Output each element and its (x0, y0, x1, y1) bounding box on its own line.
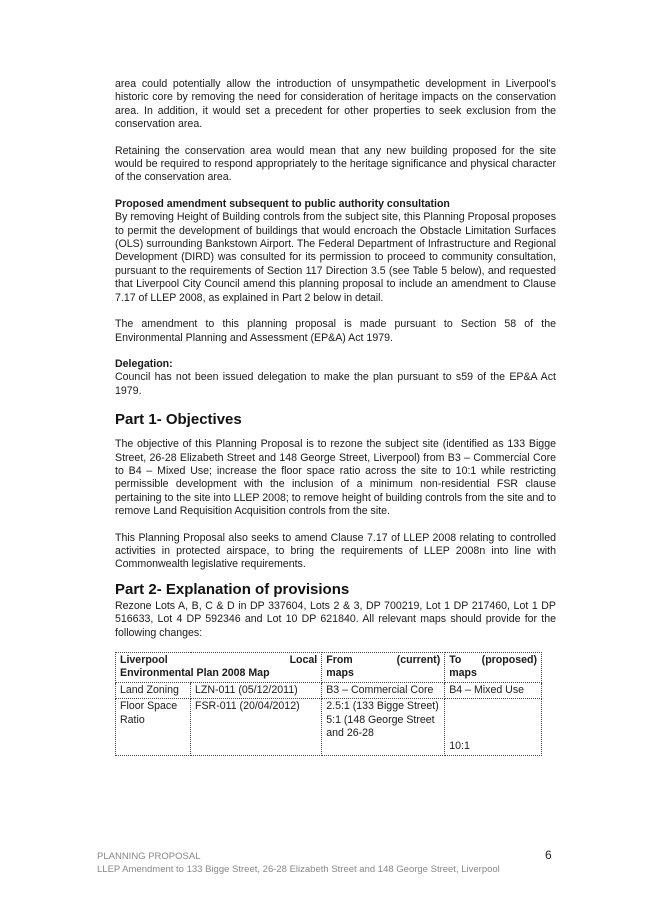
table-cell: 2.5:1 (133 Bigge Street) 5:1 (148 George Street and 26-28 (322, 699, 445, 755)
paragraph: area could potentially allow the introduction of unsympathetic development in Liverpool's historic core by removing the need for consideration of heritage impacts on the conservation area. In addition, it would set a precedent for other properties to seek exclusion from the conservation area. (115, 78, 556, 131)
paragraph: Council has not been issued delegation to make the plan pursuant to s59 of the EP&A Act 1979. (115, 371, 556, 397)
table-row (116, 699, 542, 755)
footer-title: PLANNING PROPOSAL (97, 851, 201, 862)
document-body (115, 78, 556, 756)
table-header-cell: To (proposed) maps (445, 653, 542, 683)
page-footer (97, 850, 557, 876)
table-cell: 10:1 (445, 699, 542, 755)
table-cell: B4 – Mixed Use (445, 682, 542, 698)
paragraph: The amendment to this planning proposal is made pursuant to Section 58 of the Environmental Planning and Assessment (EP&A) Act 1979. (115, 318, 556, 344)
table-header-cell: From (current) maps (322, 653, 445, 683)
page-number: 6 (545, 848, 552, 862)
table-cell: LZN-011 (05/12/2011) (191, 682, 322, 698)
paragraph: This Planning Proposal also seeks to amend Clause 7.17 of LLEP 2008 relating to controlled activities in protected airspace, to bring the requirements of LLEP 2008n into line with Commonwealth legislative requirements. (115, 531, 556, 571)
paragraph: Rezone Lots A, B, C & D in DP 337604, Lots 2 & 3, DP 700219, Lot 1 DP 217460, Lot 1 DP 516633, Lot 4 DP 592346 and Lot 10 DP 621840. All relevant maps should provide for the following changes: (115, 599, 556, 639)
part2-title: Part 2- Explanation of provisions (115, 580, 350, 598)
table-header-row (116, 653, 542, 683)
table-cell: Floor Space Ratio (116, 699, 191, 755)
paragraph: The objective of this Planning Proposal is to rezone the subject site (identified as 133 Bigge Street, 26-28 Elizabeth Street and 148 George Street, Liverpool) from B3 – Commercial Core to B4 – Mixed Use; increase the floor space ratio across the site to 10:1 while restricting permissible development with the inclusion of a minimum non-residential FSR clause pertaining to the site into LLEP 2008; to remove height of building controls from the site and to remove Land Requisition Acquisition controls from the site. (115, 438, 556, 518)
part1-title: Part 1- Objectives (115, 411, 242, 429)
table-row (116, 682, 542, 698)
table-cell: B3 – Commercial Core (322, 682, 445, 698)
table-cell: Land Zoning (116, 682, 191, 698)
footer-subtitle: LLEP Amendment to 133 Bigge Street, 26-28 Elizabeth Street and 148 George Street, Liverpool (97, 864, 500, 875)
table-header-cell: Liverpool Local Environmental Plan 2008 Map (116, 653, 322, 683)
paragraph: By removing Height of Building controls from the subject site, this Planning Proposal proposes to permit the development of buildings that would encroach the Obstacle Limitation Surfaces (OLS) surrounding Bankstown Airport. The Federal Department of Infrastructure and Regional Development (DIRD) was consulted for its permission to proceed to community consultation, pursuant to the requirements of Section 117 Direction 3.5 (see Table 5 below), and requested that Liverpool City Council amend this planning proposal to include an amendment to Clause 7.17 of LLEP 2008, as explained in Part 2 below in detail. (115, 211, 556, 304)
table-cell: FSR-011 (20/04/2012) (191, 699, 322, 755)
paragraph: Retaining the conservation area would mean that any new building proposed for the site would be required to respond appropriately to the heritage significance and physical character of the conservation area. (115, 144, 556, 184)
section-heading: Delegation: (115, 357, 173, 370)
maps-table (115, 652, 542, 756)
section-heading: Proposed amendment subsequent to public authority consultation (115, 197, 450, 210)
